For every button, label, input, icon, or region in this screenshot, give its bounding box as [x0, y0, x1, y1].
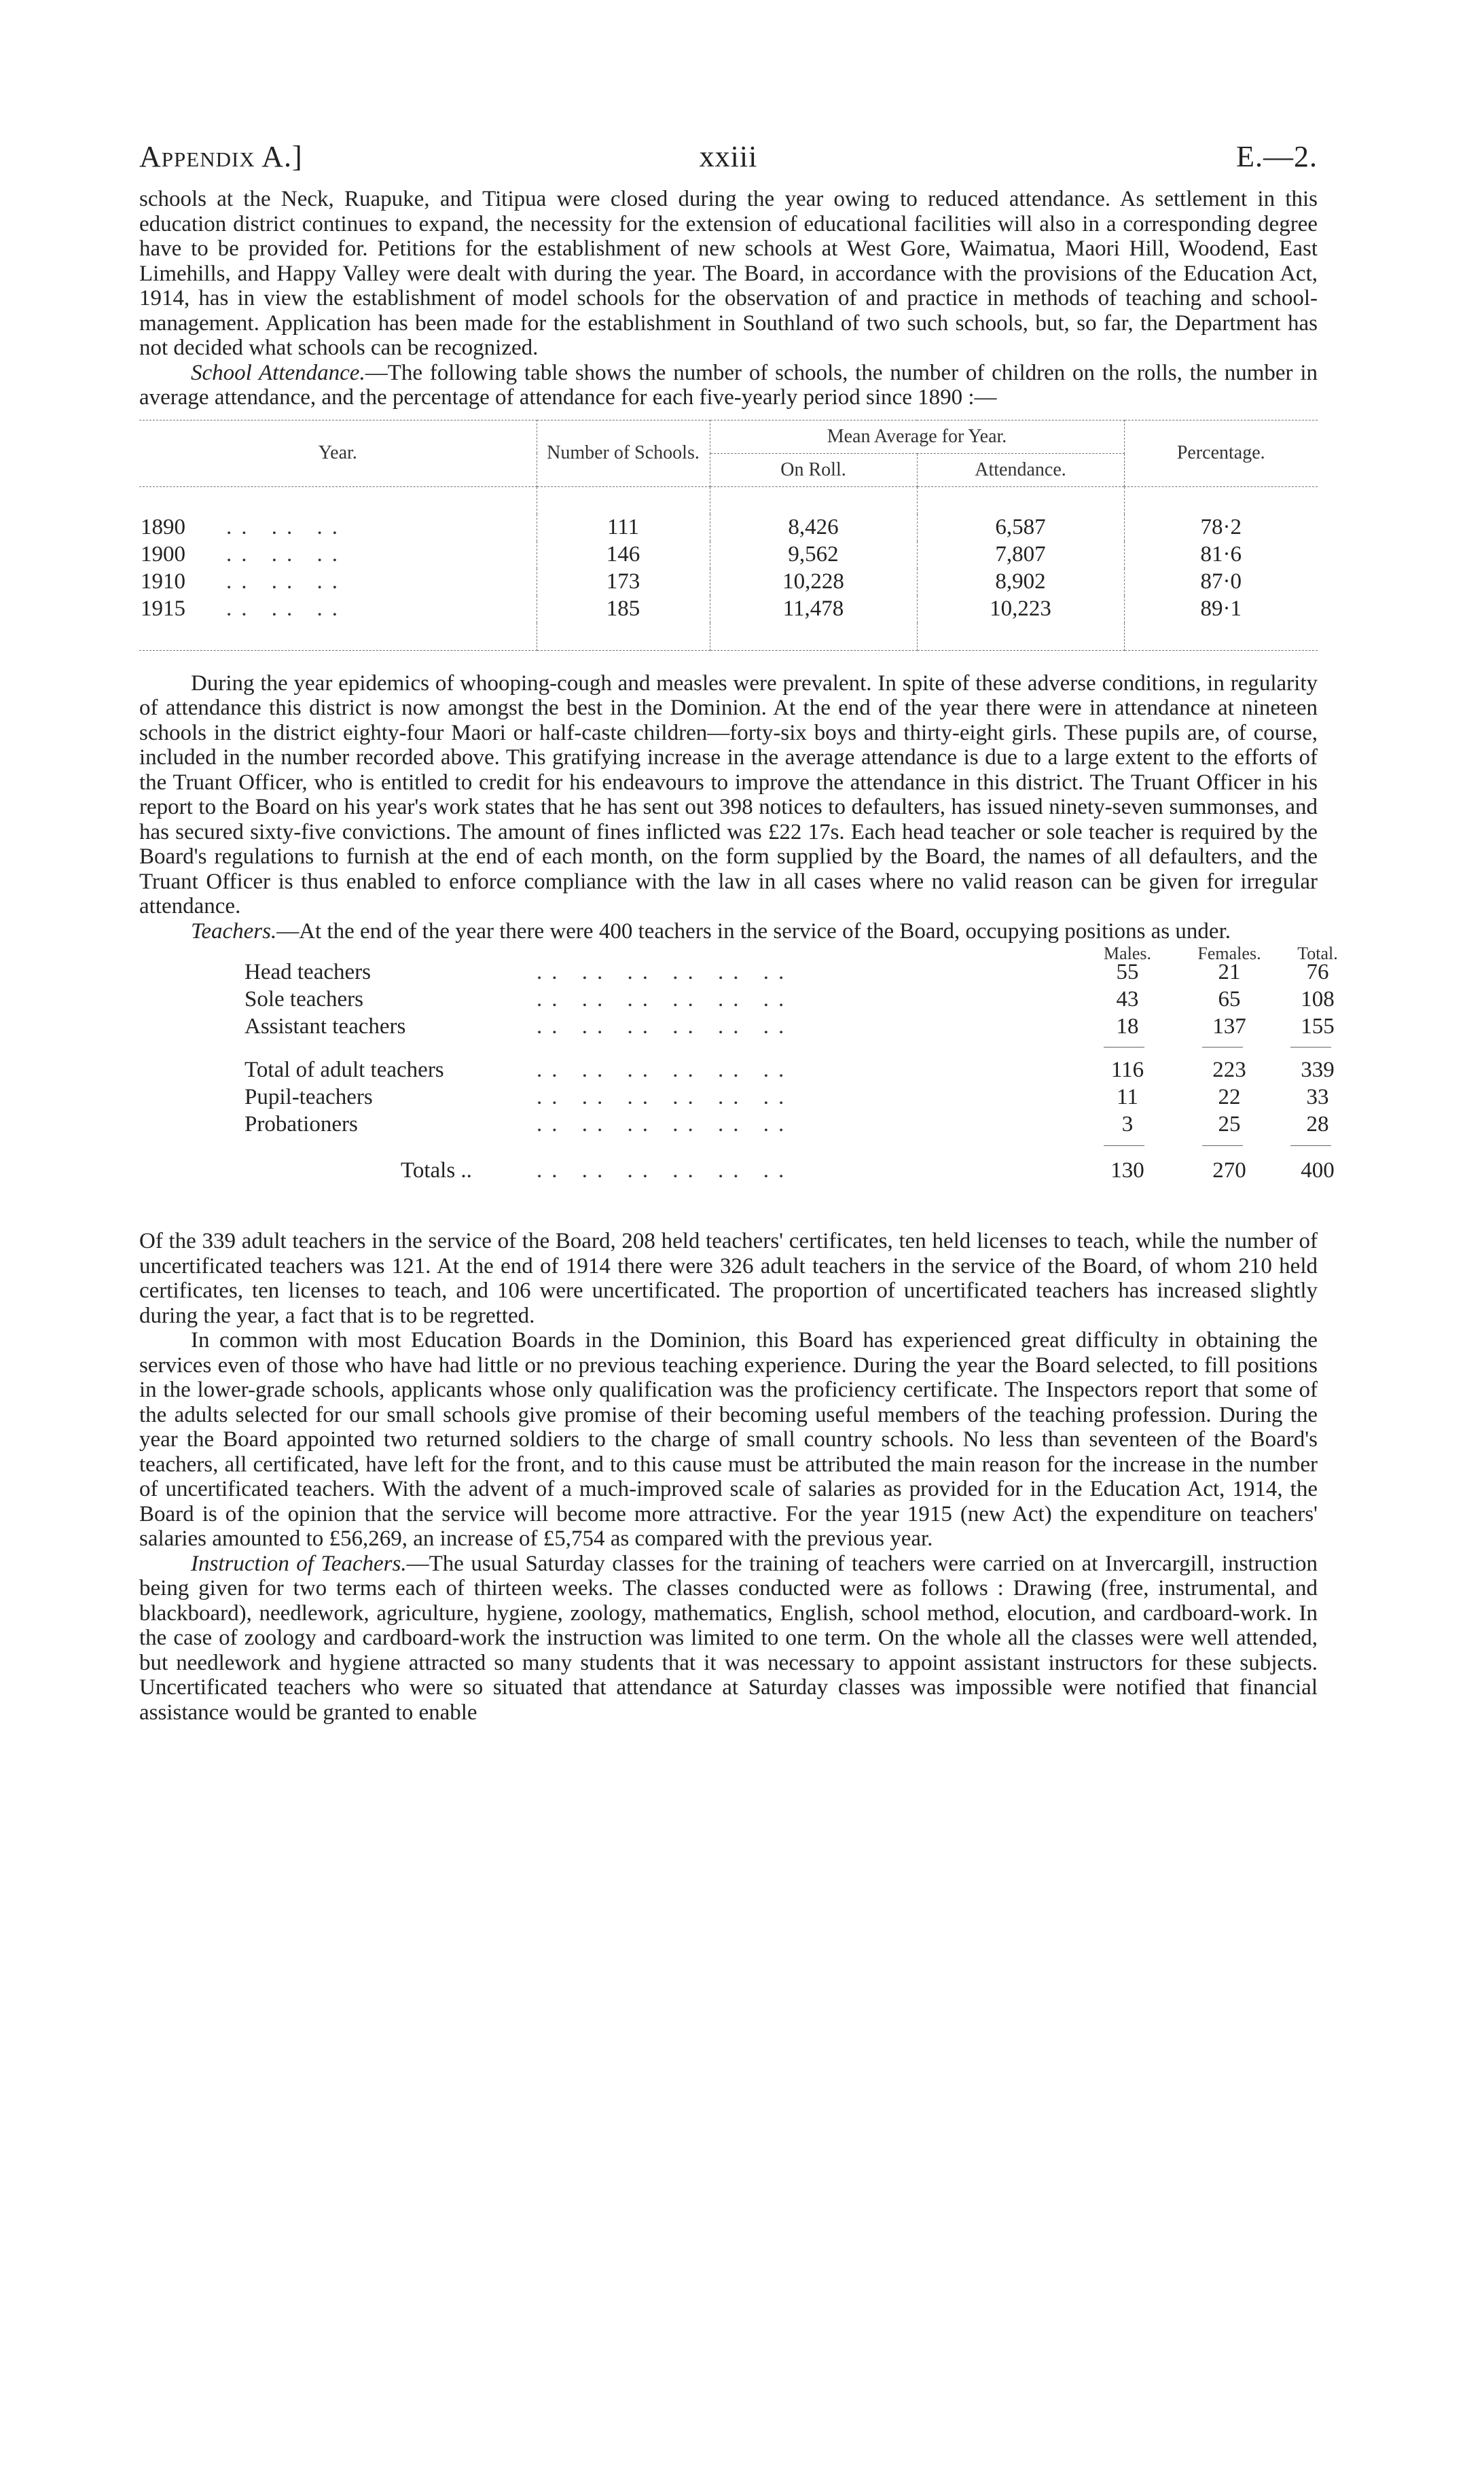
- teachers-intro-paragraph: [139, 919, 1318, 944]
- epidemics-paragraph: During the year epidemics of whooping-cough and measles were prevalent. In spite of these adverse conditions, in regularity of attendance this district is now amongst the best in the Dominion. At the end of the year there were in attendance at nineteen schools in the district eighty-four Maori or half-caste children—forty-six boys and thirty-eight girls. These pupils are, of course, included in the number recorded above. This gratifying increase in the average attendance is due to a large extent to the efforts of the Truant Officer, who is entitled to credit for his endeavours to improve the attendance in this district. The Truant Officer in his report to the Board on his year's work states that he has sent out 398 notices to defaulters, has issued ninety-seven summonses, and has secured sixty-five convictions. The amount of fines inflicted was £22 17s. Each head teacher or sole teacher is required by the Board's regulations to furnish at the end of each month, on the form supplied by the Board, the names of all defaulters, and the Truant Officer is thus enabled to enforce compliance with the law in all cases where no valid reason can be given for irregular attendance.: [139, 670, 1318, 918]
- table-row: [139, 514, 1318, 541]
- females-cell: 270: [1212, 1158, 1246, 1183]
- table-row: [245, 987, 1335, 1014]
- col-on-roll: On Roll.: [710, 453, 917, 486]
- females-cell: 65: [1218, 987, 1241, 1012]
- col-females: Females.: [1197, 944, 1261, 963]
- row-label: Totals ..: [401, 1158, 472, 1183]
- appendix-label: Appendix A.]: [139, 140, 303, 173]
- document-code: E.—2.: [1236, 140, 1318, 173]
- attendance-cell: 6,587: [917, 514, 1124, 541]
- males-cell: 18: [1116, 1014, 1139, 1039]
- total-cell: 28: [1306, 1112, 1329, 1137]
- dot-leader: .. .. ..: [226, 542, 347, 567]
- table-row: [245, 960, 1329, 987]
- roll-cell: 8,426: [710, 514, 917, 541]
- subtotal-rule: [1202, 1047, 1243, 1048]
- total-cell: 155: [1301, 1014, 1335, 1039]
- total-rule: [1290, 1145, 1331, 1146]
- table-row: [245, 1014, 1335, 1041]
- percentage-cell: 89·1: [1200, 596, 1242, 621]
- table-row: [139, 569, 1318, 596]
- difficulty-paragraph: In common with most Education Boards in the Dominion, this Board has experienced great difficulty in obtaining the services even of those who have had little or no previous teaching experience. During the year the Board selected, to fill positions in the lower-grade schools, applicants whose only qualification was the proficiency certificate. The Inspectors report that some of the adults selected for our small schools give promise of their becoming useful members of the teaching profession. During the year the Board appointed two returned soldiers to the charge of small country schools. No less than seventeen of the Board's teachers, all certificated, have left for the front, and to this cause must be attributed the main reason for the increase in the number of uncertificated teachers. With the advent of a much-improved scale of salaries as provided for in the Education Act, 1914, the Board is of the opinion that the service will become more attractive. For the year 1915 (new Act) the expenditure on teachers' salaries amounted to £56,269, an increase of £5,754 as compared with the previous year.: [139, 1328, 1318, 1551]
- table-row: [245, 1158, 1335, 1185]
- col-year: Year.: [139, 420, 537, 486]
- col-percentage: Percentage.: [1124, 420, 1318, 486]
- females-cell: 21: [1218, 960, 1241, 984]
- females-cell: 22: [1218, 1085, 1241, 1109]
- col-males: Males.: [1103, 944, 1152, 963]
- dot-leader: .. .. .. .. .. ..: [537, 960, 794, 984]
- dot-leader: .. .. .. .. .. ..: [537, 1158, 794, 1183]
- instruction-paragraph: [139, 1552, 1318, 1725]
- percentage-cell: 81·6: [1200, 542, 1242, 567]
- intro-paragraph: schools at the Neck, Ruapuke, and Titipua were closed during the year owing to reduced attendance. As settlement in this education district continues to expand, the necessity for the extension of educational facilities will also in a corresponding degree have to be provided for. Petitions for the establishment of new schools at West Gore, Waimatua, Maori Hill, Woodend, East Limehills, and Happy Valley were dealt with during the year. The Board, in accordance with the provisions of the Education Act, 1914, has in view the establishment of model schools for the observation of and practice in methods of teaching and school-management. Application has been made for the establishment in Southland of two such schools, but, so far, the Department has not decided what schools can be recognized.: [139, 187, 1318, 360]
- subtotal-rule: [1104, 1047, 1144, 1048]
- dot-leader: .. .. .. .. .. ..: [537, 1058, 794, 1082]
- dot-leader: .. .. .. .. .. ..: [537, 1014, 794, 1039]
- schools-cell: 111: [537, 514, 710, 541]
- males-cell: 130: [1110, 1158, 1144, 1183]
- year-cell: 1900: [141, 542, 185, 567]
- table-row: [139, 541, 1318, 569]
- females-cell: 223: [1212, 1058, 1246, 1082]
- dot-leader: .. .. .. .. .. ..: [537, 987, 794, 1012]
- males-cell: 43: [1116, 987, 1139, 1012]
- school-attendance-paragraph: [139, 361, 1318, 410]
- total-cell: 400: [1301, 1158, 1335, 1183]
- attendance-cell: 7,807: [917, 541, 1124, 569]
- col-number-of-schools: Number of Schools.: [537, 420, 710, 486]
- total-cell: 33: [1306, 1085, 1329, 1109]
- dot-leader: .. .. .. .. .. ..: [537, 1085, 794, 1109]
- year-cell: 1910: [141, 569, 185, 594]
- page: [139, 139, 1338, 1725]
- total-cell: 339: [1301, 1058, 1335, 1082]
- instruction-text: —The usual Saturday classes for the training of teachers were carried on at Invercargill, instruction being given for two terms each of thirteen weeks. The classes conducted were as follows : Drawing (free, instrumental, and blackboard), needlework, agriculture, hygiene, zoology, mathematics, English, school method, elocution, and cardboard-work. In the case of zoology and cardboard-work the instruction was limited to one term. On the whole all the classes were well attended, but needlework and hygiene attracted so many students that it was necessary to appoint assistant instructors for these subjects. Uncertificated teachers who were so situated that attendance at Saturday classes was impossible were notified that financial assistance would be granted to enable: [139, 1551, 1318, 1725]
- teachers-heading: Teachers.: [191, 918, 277, 944]
- teachers-intro-text: —At the end of the year there were 400 teachers in the service of the Board, occupying positions as under.: [276, 918, 1231, 944]
- year-cell: 1890: [141, 515, 185, 539]
- row-label: Pupil-teachers: [245, 1085, 373, 1109]
- schools-cell: 146: [537, 541, 710, 569]
- total-cell: 76: [1306, 960, 1329, 984]
- table-row: [245, 1112, 1329, 1139]
- school-attendance-heading: School Attendance.: [191, 360, 365, 385]
- roll-cell: 9,562: [710, 541, 917, 569]
- dot-leader: .. .. ..: [226, 515, 347, 539]
- total-cell: 108: [1301, 987, 1335, 1012]
- schools-cell: 173: [537, 569, 710, 596]
- dot-leader: .. .. ..: [226, 596, 347, 621]
- table-row: [245, 1085, 1329, 1112]
- subtotal-rule: [1290, 1047, 1331, 1048]
- instruction-heading: Instruction of Teachers.: [191, 1551, 407, 1576]
- year-cell: 1915: [141, 596, 185, 621]
- males-cell: 3: [1121, 1112, 1134, 1137]
- row-label: Total of adult teachers: [245, 1058, 444, 1082]
- percentage-cell: 87·0: [1200, 569, 1242, 594]
- males-cell: 116: [1110, 1058, 1144, 1082]
- page-number: xxiii: [699, 140, 758, 173]
- schools-cell: 185: [537, 596, 710, 623]
- school-attendance-text: —The following table shows the number of schools, the number of children on the rolls, the number in average attendance, and the percentage of attendance for each five-yearly period since 1890 :—: [139, 360, 1318, 410]
- col-total: Total.: [1297, 944, 1338, 963]
- row-label: Head teachers: [245, 960, 371, 984]
- attendance-cell: 8,902: [917, 569, 1124, 596]
- dot-leader: .. .. ..: [226, 569, 347, 594]
- table-row: [245, 1058, 1335, 1085]
- roll-cell: 11,478: [710, 596, 917, 623]
- table-row: [139, 596, 1318, 623]
- attendance-table: [139, 420, 1318, 651]
- total-rule: [1104, 1145, 1144, 1146]
- total-rule: [1202, 1145, 1243, 1146]
- col-mean-average: Mean Average for Year.: [710, 420, 1124, 453]
- females-cell: 137: [1212, 1014, 1246, 1039]
- row-label: Sole teachers: [245, 987, 364, 1012]
- row-label: Assistant teachers: [245, 1014, 406, 1039]
- percentage-cell: 78·2: [1200, 515, 1242, 539]
- teachers-table: [139, 944, 1338, 1229]
- certificates-paragraph: Of the 339 adult teachers in the service of the Board, 208 held teachers' certificates, ten held licenses to teach, while the number of uncertificated teachers was 121. At the end of 1914 there were 326 adult teachers in the service of the Board, of whom 210 held certificates, ten licenses to teach, and 106 were uncertificated. The proportion of uncertificated teachers has increased slightly during the year, a fact that is to be regretted.: [139, 1229, 1318, 1328]
- males-cell: 55: [1116, 960, 1139, 984]
- roll-cell: 10,228: [710, 569, 917, 596]
- males-cell: 11: [1117, 1085, 1138, 1109]
- females-cell: 25: [1218, 1112, 1241, 1137]
- row-label: Probationers: [245, 1112, 358, 1137]
- running-head: [139, 139, 1318, 187]
- attendance-cell: 10,223: [917, 596, 1124, 623]
- col-attendance: Attendance.: [917, 453, 1124, 486]
- dot-leader: .. .. .. .. .. ..: [537, 1112, 794, 1137]
